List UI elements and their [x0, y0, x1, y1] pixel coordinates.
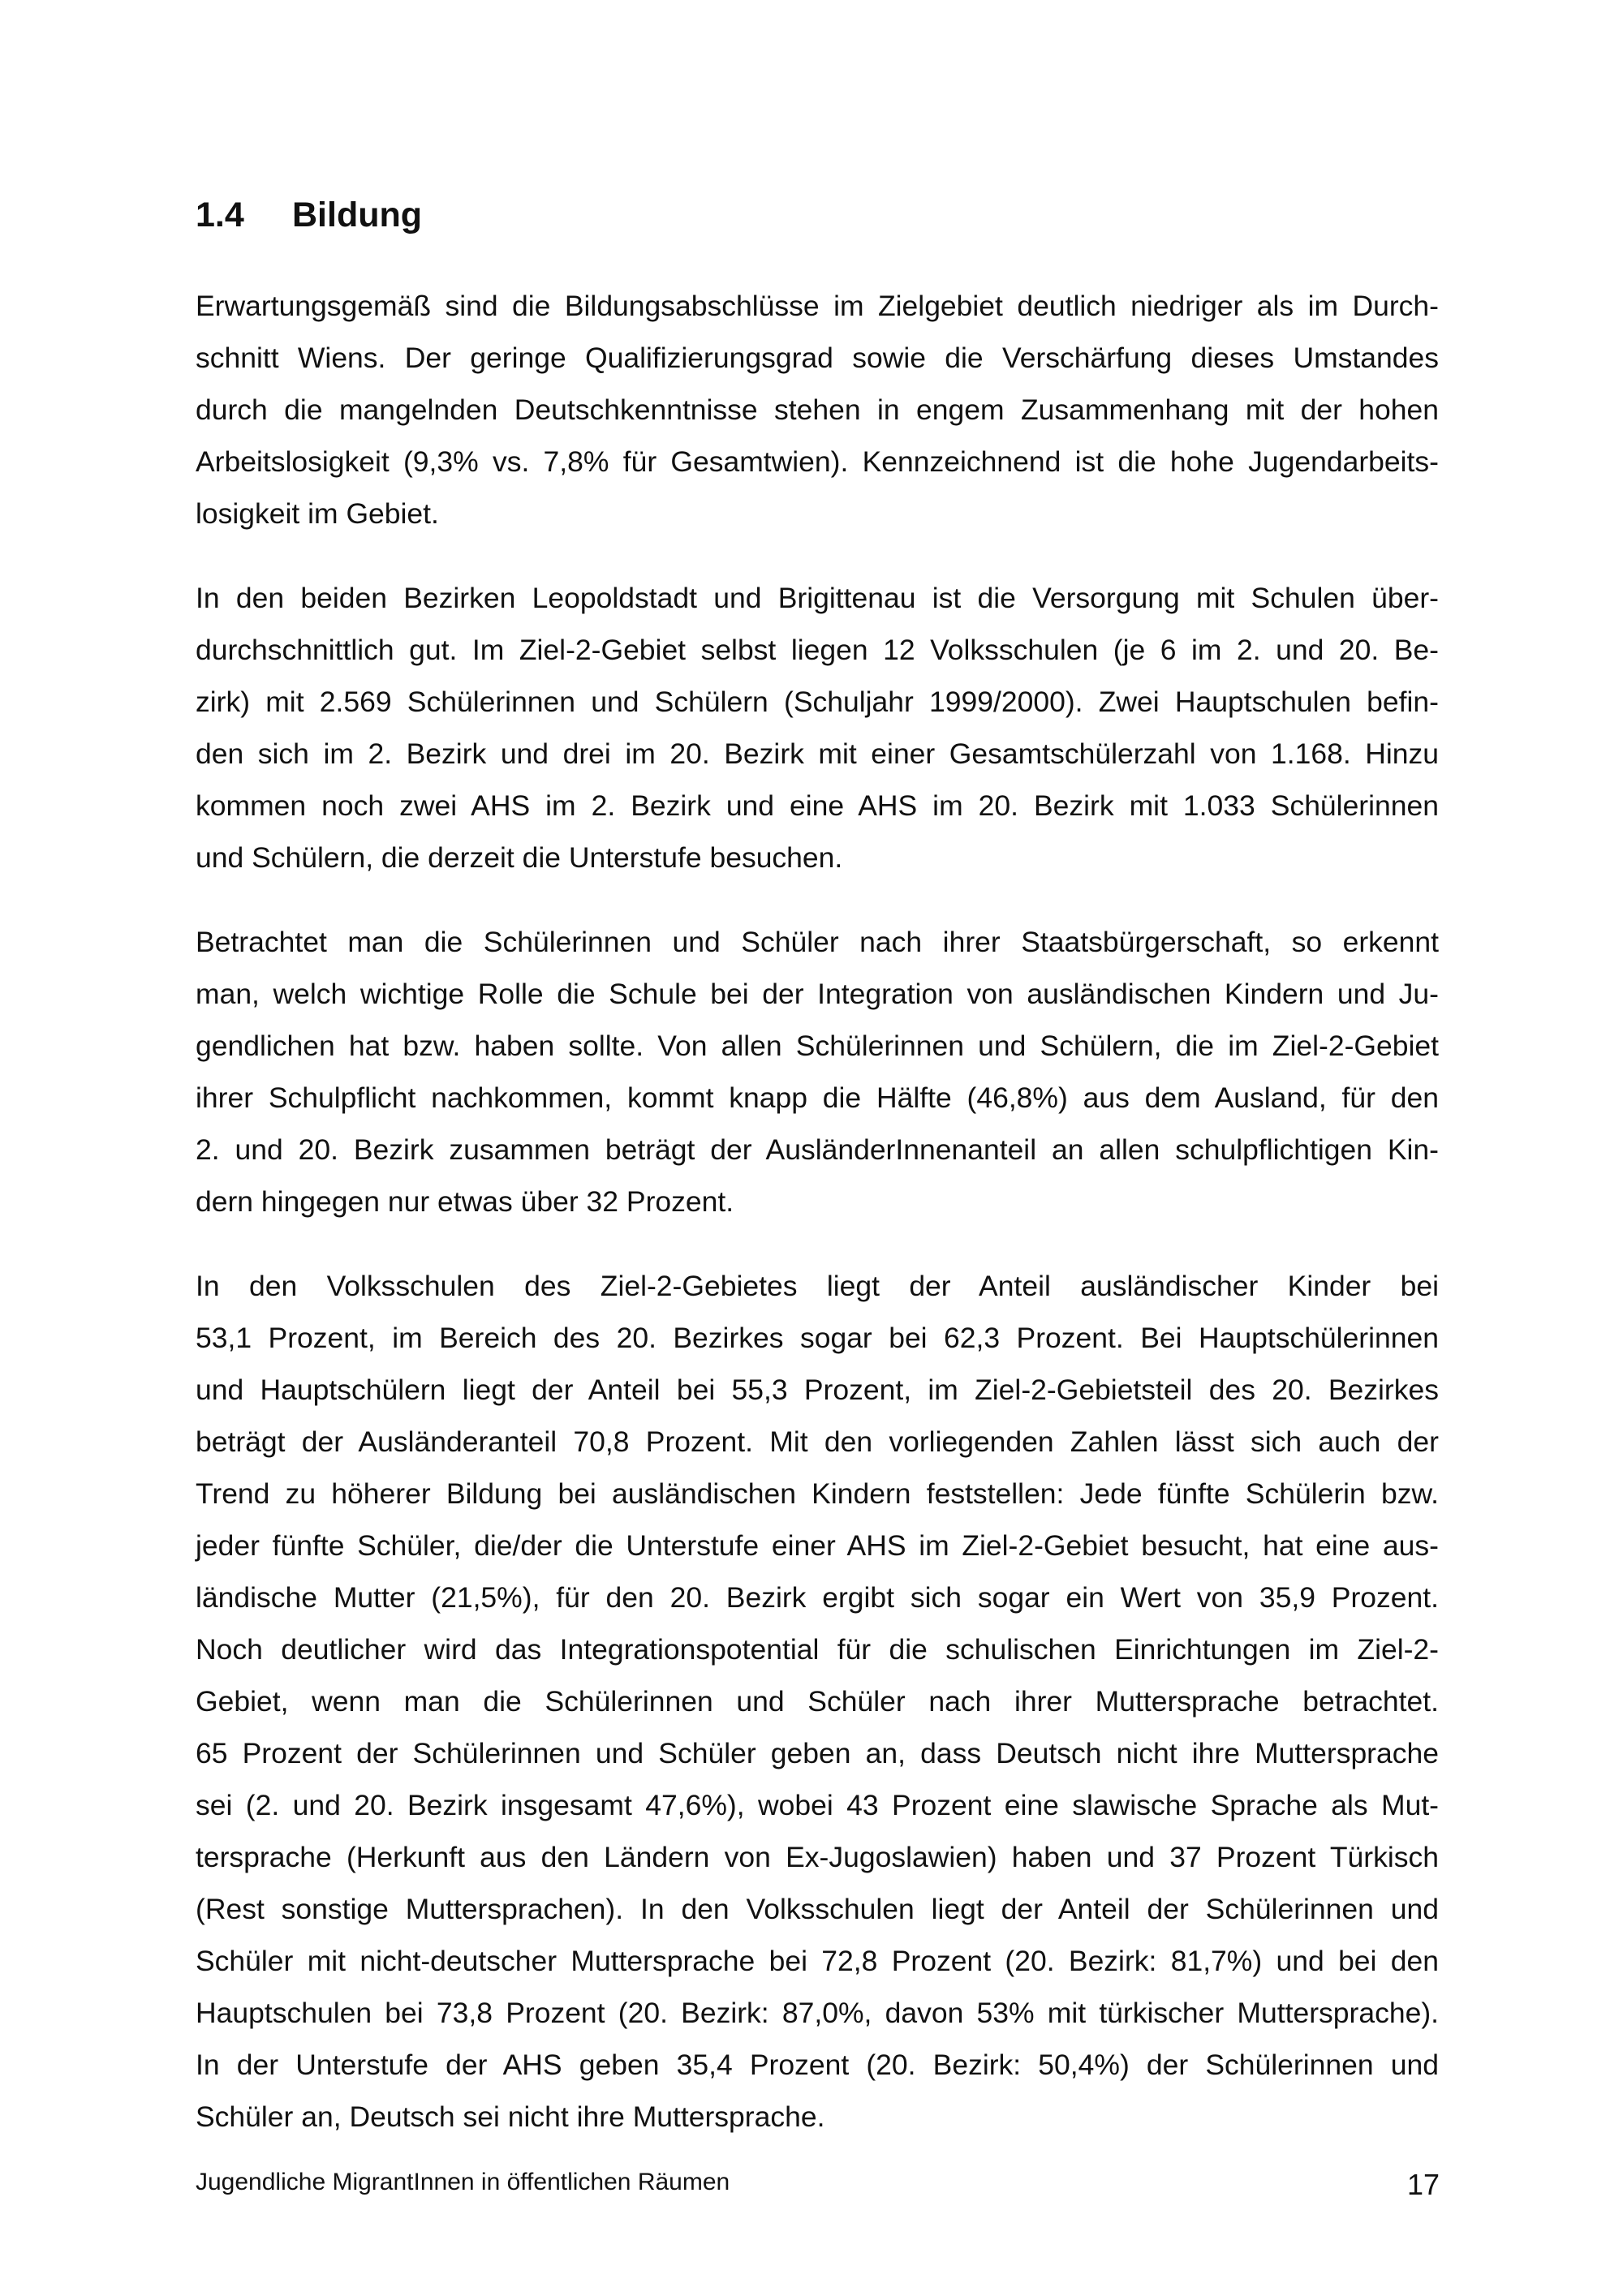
text-line: 65 Prozent der Schülerinnen und Schüler geben an, dass Deutsch nicht ihre Muttersprache: [196, 1737, 1439, 1769]
text-line: Betrachtet man die Schülerinnen und Schüler nach ihrer Staatsbürgerschaft, so erkennt: [196, 926, 1439, 958]
footer-title: Jugendliche MigrantInnen in öffentlichen Räumen: [196, 2169, 730, 2195]
text-line: losigkeit im Gebiet.: [196, 497, 439, 530]
paragraph-2: [196, 572, 1439, 884]
text-line: ländische Mutter (21,5%), für den 20. Bezirk ergibt sich sogar ein Wert von 35,9 Prozent.: [196, 1581, 1439, 1614]
text-line: In den beiden Bezirken Leopoldstadt und Brigittenau ist die Versorgung mit Schulen über-: [196, 582, 1439, 614]
text-line: jeder fünfte Schüler, die/der die Unterstufe einer AHS im Ziel-2-Gebiet besucht, hat eine aus-: [196, 1529, 1439, 1562]
text-line: Gebiet, wenn man die Schülerinnen und Schüler nach ihrer Muttersprache betrachtet.: [196, 1685, 1439, 1718]
text-line: Schüler an, Deutsch sei nicht ihre Muttersprache.: [196, 2100, 825, 2133]
section-number: 1.4: [196, 196, 244, 234]
text-line: In der Unterstufe der AHS geben 35,4 Prozent (20. Bezirk: 50,4%) der Schülerinnen und: [196, 2049, 1439, 2081]
text-line: dern hingegen nur etwas über 32 Prozent.: [196, 1185, 734, 1218]
text-line: Schüler mit nicht-deutscher Muttersprache bei 72,8 Prozent (20. Bezirk: 81,7%) und bei den: [196, 1945, 1439, 1977]
text-line: gendlichen hat bzw. haben sollte. Von allen Schülerinnen und Schülern, die im Ziel-2-Gebiet: [196, 1030, 1439, 1062]
text-line: zirk) mit 2.569 Schülerinnen und Schülern (Schuljahr 1999/2000). Zwei Hauptschulen befin-: [196, 686, 1439, 718]
section-title: Bildung: [292, 196, 423, 234]
text-line: Hauptschulen bei 73,8 Prozent (20. Bezirk: 87,0%, davon 53% mit türkischer Muttersprache).: [196, 1997, 1439, 2029]
text-line: 53,1 Prozent, im Bereich des 20. Bezirkes sogar bei 62,3 Prozent. Bei Hauptschülerinnen: [196, 1322, 1439, 1354]
text-line: tersprache (Herkunft aus den Ländern von Ex-Jugoslawien) haben und 37 Prozent Türkisch: [196, 1841, 1439, 1873]
text-line: ihrer Schulpflicht nachkommen, kommt knapp die Hälfte (46,8%) aus dem Ausland, für den: [196, 1081, 1439, 1114]
paragraph-3: [196, 916, 1439, 1228]
page-number: 17: [1406, 2168, 1440, 2201]
text-line: man, welch wichtige Rolle die Schule bei der Integration von ausländischen Kindern und Ju-: [196, 978, 1439, 1010]
text-line: schnitt Wiens. Der geringe Qualifizierungsgrad sowie die Verschärfung dieses Umstandes: [196, 342, 1439, 374]
text-line: den sich im 2. Bezirk und drei im 20. Bezirk mit einer Gesamtschülerzahl von 1.168. Hinzu: [196, 737, 1439, 770]
body-text: [196, 280, 1439, 2175]
text-line: Noch deutlicher wird das Integrationspotential für die schulischen Einrichtungen im Ziel-2-: [196, 1633, 1439, 1666]
text-line: durchschnittlich gut. Im Ziel-2-Gebiet selbst liegen 12 Volksschulen (je 6 im 2. und 20. Be-: [196, 634, 1439, 666]
section-heading: [196, 191, 422, 239]
text-line: Trend zu höherer Bildung bei ausländischen Kindern feststellen: Jede fünfte Schülerin bzw.: [196, 1477, 1439, 1510]
text-line: Arbeitslosigkeit (9,3% vs. 7,8% für Gesamtwien). Kennzeichnend ist die hohe Jugendarbeits-: [196, 445, 1439, 478]
text-line: durch die mangelnden Deutschkenntnisse stehen in engem Zusammenhang mit der hohen: [196, 393, 1439, 426]
paragraph-1: [196, 280, 1439, 540]
text-line: kommen noch zwei AHS im 2. Bezirk und eine AHS im 20. Bezirk mit 1.033 Schülerinnen: [196, 789, 1439, 822]
text-line: beträgt der Ausländeranteil 70,8 Prozent. Mit den vorliegenden Zahlen lässt sich auch der: [196, 1425, 1439, 1458]
text-line: In den Volksschulen des Ziel-2-Gebietes liegt der Anteil ausländischer Kinder bei: [196, 1270, 1439, 1302]
text-line: 2. und 20. Bezirk zusammen beträgt der AusländerInnenanteil an allen schulpflichtigen Kin-: [196, 1133, 1439, 1166]
text-line: Erwartungsgemäß sind die Bildungsabschlüsse im Zielgebiet deutlich niedriger als im Durch-: [196, 290, 1439, 322]
text-line: und Schülern, die derzeit die Unterstufe besuchen.: [196, 841, 843, 874]
text-line: sei (2. und 20. Bezirk insgesamt 47,6%), wobei 43 Prozent eine slawische Sprache als Mut-: [196, 1789, 1439, 1821]
text-line: (Rest sonstige Muttersprachen). In den Volksschulen liegt der Anteil der Schülerinnen und: [196, 1893, 1439, 1925]
paragraph-4: [196, 1260, 1439, 2143]
text-line: und Hauptschülern liegt der Anteil bei 55,3 Prozent, im Ziel-2-Gebietsteil des 20. Bezirkes: [196, 1374, 1439, 1406]
